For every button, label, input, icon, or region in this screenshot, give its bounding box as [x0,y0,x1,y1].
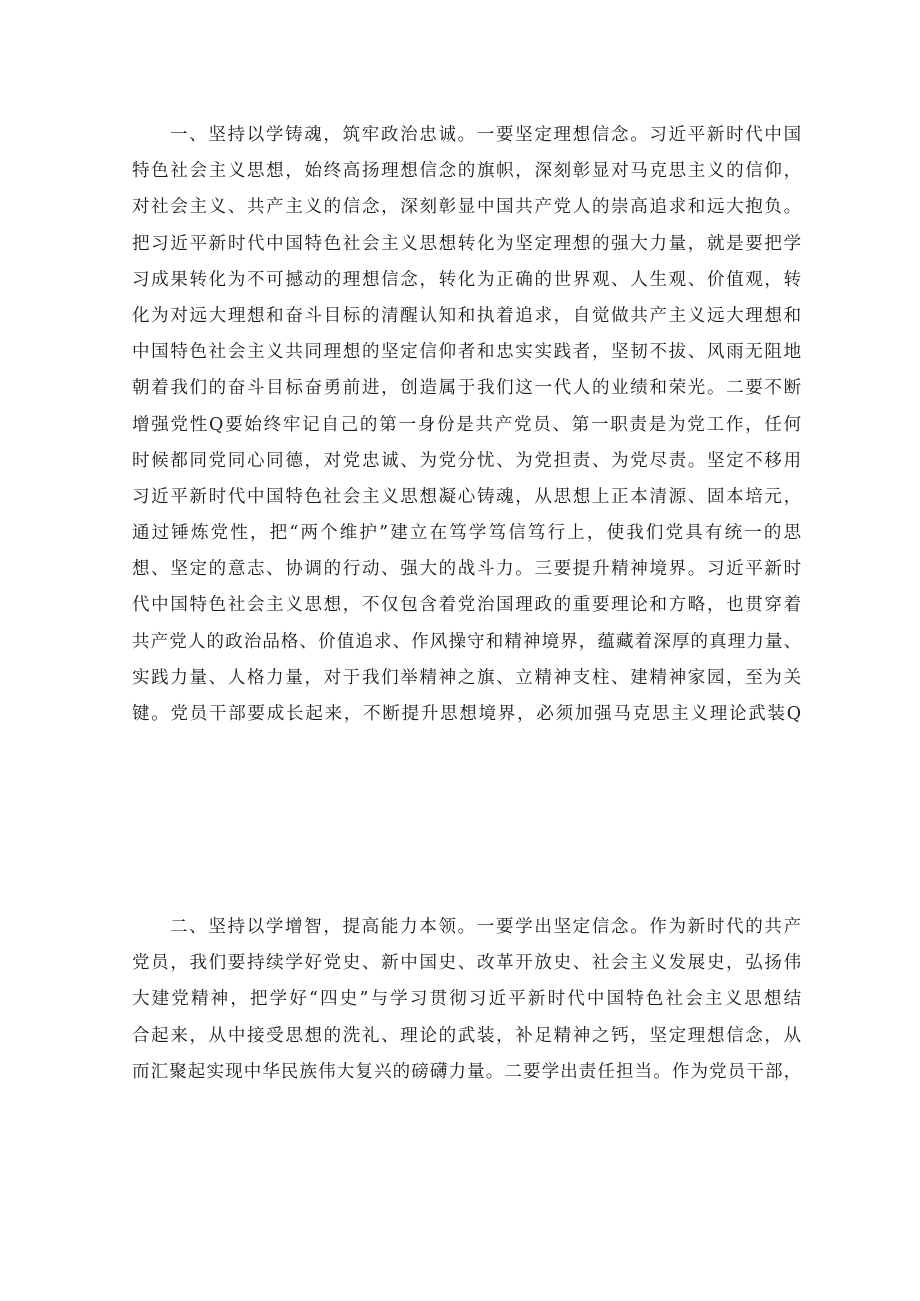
text-line: 键。党员干部要成长起来，不断提升思想境界，必须加强马克思主义理论武装Q [132,704,802,724]
text-line: 习成果转化为不可撼动的理想信念，转化为正确的世界观、人生观、价值观，转 [132,269,802,290]
text-line: 化为对远大理想和奋斗目标的清醒认知和执着追求，自觉做共产主义远大理想和 [132,305,802,326]
text-line: 一、坚持以学铸魂，筑牢政治忠诚。一要坚定理想信念。习近平新时代中国 [170,125,802,145]
text-line: 共产党人的政治品格、价值追求、作风操守和精神境界，蕴藏着深厚的真理力量、 [132,631,802,652]
text-line: 把习近平新时代中国特色社会主义思想转化为坚定理想的强大力量，就是要把学 [132,233,802,254]
text-line: 大建党精神，把学好“四史”与学习贯彻习近平新时代中国特色社会主义思想结 [132,989,802,1010]
text-line: 党员，我们要持续学好党史、新中国史、改革开放史、社会主义发展史，弘扬伟 [132,953,802,974]
text-line: 特色社会主义思想，始终高扬理想信念的旗帜，深刻彰显对马克思主义的信仰， [132,161,802,182]
text-line: 通过锤炼党性，把“两个维护”建立在笃学笃信笃行上，使我们党具有统一的思 [132,523,802,544]
paragraph-1 [132,117,802,732]
paragraph-2 [132,909,802,1090]
text-line: 代中国特色社会主义思想，不仅包含着党治国理政的重要理论和方略，也贯穿着 [132,595,802,616]
text-line: 习近平新时代中国特色社会主义思想凝心铸魂，从思想上正本清源、固本培元， [132,486,802,507]
text-line: 二、坚持以学增智，提高能力本领。一要学出坚定信念。作为新时代的共产 [170,917,802,937]
text-line: 时候都同党同心同德，对党忠诚、为党分忧、为党担责、为党尽责。坚定不移用 [132,450,802,471]
text-line: 增强党性Q要始终牢记自己的第一身份是共产党员、第一职责是为党工作，任何 [132,414,802,435]
text-line: 而汇聚起实现中华民族伟大复兴的磅礴力量。二要学出责任担当。作为党员干部， [132,1061,802,1082]
text-line: 合起来，从中接受思想的洗礼、理论的武装，补足精神之钙，坚定理想信念，从 [132,1025,802,1046]
text-line: 想、坚定的意志、协调的行动、强大的战斗力。三要提升精神境界。习近平新时 [132,559,802,580]
text-line: 对社会主义、共产主义的信念，深刻彰显中国共产党人的崇高追求和远大抱负。 [132,197,802,218]
text-line: 朝着我们的奋斗目标奋勇前进，创造属于我们这一代人的业绩和荣光。二要不断 [132,378,802,399]
text-line: 中国特色社会主义共同理想的坚定信仰者和忠实实践者，坚韧不拔、风雨无阻地 [132,342,802,363]
text-line: 实践力量、人格力量，对于我们举精神之旗、立精神支柱、建精神家园，至为关 [132,667,802,688]
